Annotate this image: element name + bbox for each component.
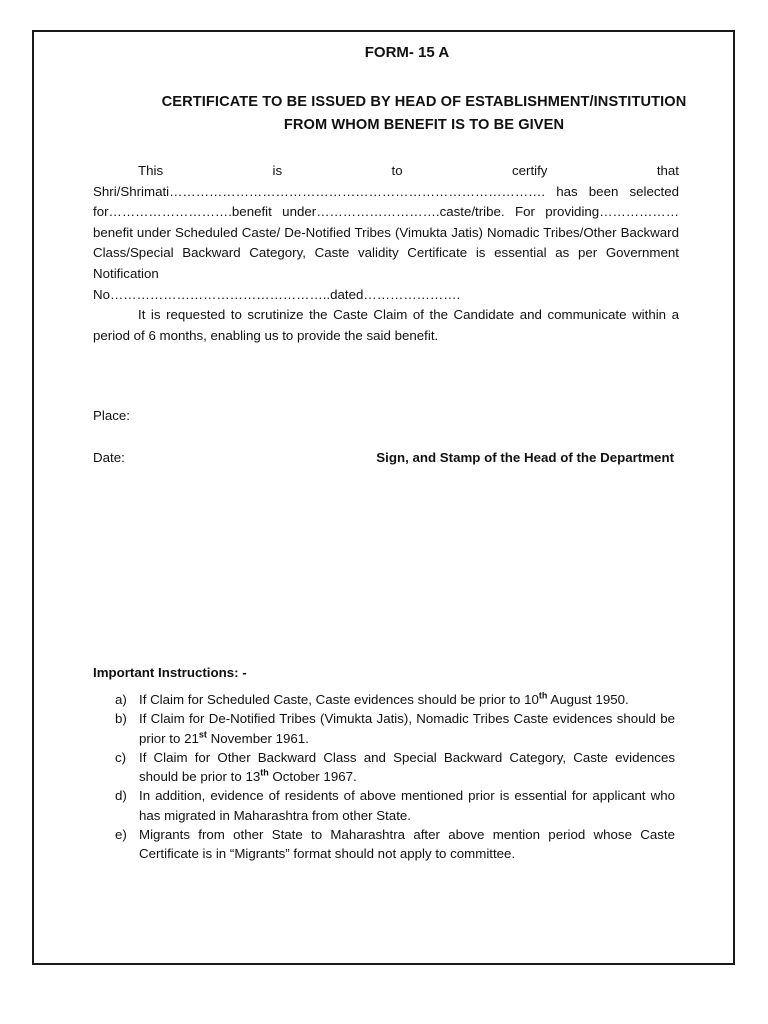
instruction-text: Migrants from other State to Maharashtra after above mention period whose Caste Certificate is in “Migrants” format should not apply to committee. — [139, 827, 675, 862]
instruction-marker: a) — [115, 692, 127, 707]
ordinal-suffix: th — [260, 767, 269, 778]
certificate-heading-line-1: CERTIFICATE TO BE ISSUED BY HEAD OF ESTABLISHMENT/INSTITUTION — [161, 94, 687, 110]
instruction-item-e — [93, 825, 675, 864]
instruction-date: November 1961. — [206, 730, 309, 746]
instruction-marker: b) — [115, 711, 127, 727]
form-title: FORM- 15 A — [364, 44, 450, 61]
notification-no-blank: ………………………………………….. — [110, 286, 331, 302]
instruction-text: If Claim for De-Notified Tribes (Vimukta Jatis), Nomadic Tribes Caste evidences should be prior to 21 — [139, 711, 675, 746]
benefit-under-text: benefit under — [231, 204, 317, 220]
providing-text: caste/tribe. For providing — [439, 204, 600, 220]
dated-label: dated — [330, 286, 364, 302]
place-label: Place: — [93, 408, 130, 423]
instruction-item-d — [93, 786, 675, 825]
caste-blank: ………………………. — [316, 204, 440, 220]
providing-blank: ……………… — [599, 204, 679, 220]
instruction-date: October 1967. — [268, 769, 357, 785]
certify-text: This is to certify that Shri/Shrimati — [93, 163, 679, 199]
name-blank: …………………………………………………………………………. — [169, 183, 546, 199]
instruction-item-a — [93, 690, 675, 709]
certificate-heading-line-2: FROM WHOM BENEFIT IS TO BE GIVEN — [283, 117, 565, 133]
certificate-heading — [94, 91, 754, 137]
instruction-date: August 1950. — [547, 692, 629, 707]
notification-line — [93, 285, 679, 306]
date-label: Date: — [93, 450, 125, 465]
scrutiny-paragraph: It is requested to scrutinize the Caste Claim of the Candidate and communicate within a period of 6 months, enabling us to provide the said benefit. — [93, 307, 679, 343]
instruction-marker: c) — [115, 749, 127, 765]
instruction-marker: e) — [115, 827, 127, 843]
ordinal-suffix: st — [198, 729, 207, 740]
instructions-heading: Important Instructions: - — [93, 665, 247, 680]
instruction-text: If Claim for Other Backward Class and Special Backward Category, Caste evidences should be prior to 13 — [139, 749, 675, 785]
instruction-text: If Claim for Scheduled Caste, Caste evidences should be prior to 10 — [139, 692, 539, 707]
certification-paragraph — [93, 161, 679, 285]
benefit-blank: ………………………. — [108, 204, 232, 220]
ordinal-suffix: th — [538, 690, 548, 701]
dated-blank: …………………. — [363, 286, 461, 302]
notification-no-label: No — [93, 286, 110, 302]
categories-text: benefit under Scheduled Caste/ De-Notified Tribes (Vimukta Jatis) Nomadic Tribes/Other Backward Class/Special Backward Category, Caste validity Certificate is essential as per Government Notification — [93, 224, 679, 281]
signature-stamp-label: Sign, and Stamp of the Head of the Department — [376, 450, 674, 465]
instructions-list — [93, 690, 675, 864]
instruction-text: In addition, evidence of residents of above mentioned prior is essential for applicant who has migrated in Maharashtra from other State. — [139, 788, 675, 823]
instruction-item-c — [93, 748, 675, 787]
instruction-item-b — [93, 709, 675, 748]
instruction-marker: d) — [115, 788, 127, 804]
certificate-body — [93, 161, 679, 346]
selected-text: has been selected for — [93, 183, 679, 220]
